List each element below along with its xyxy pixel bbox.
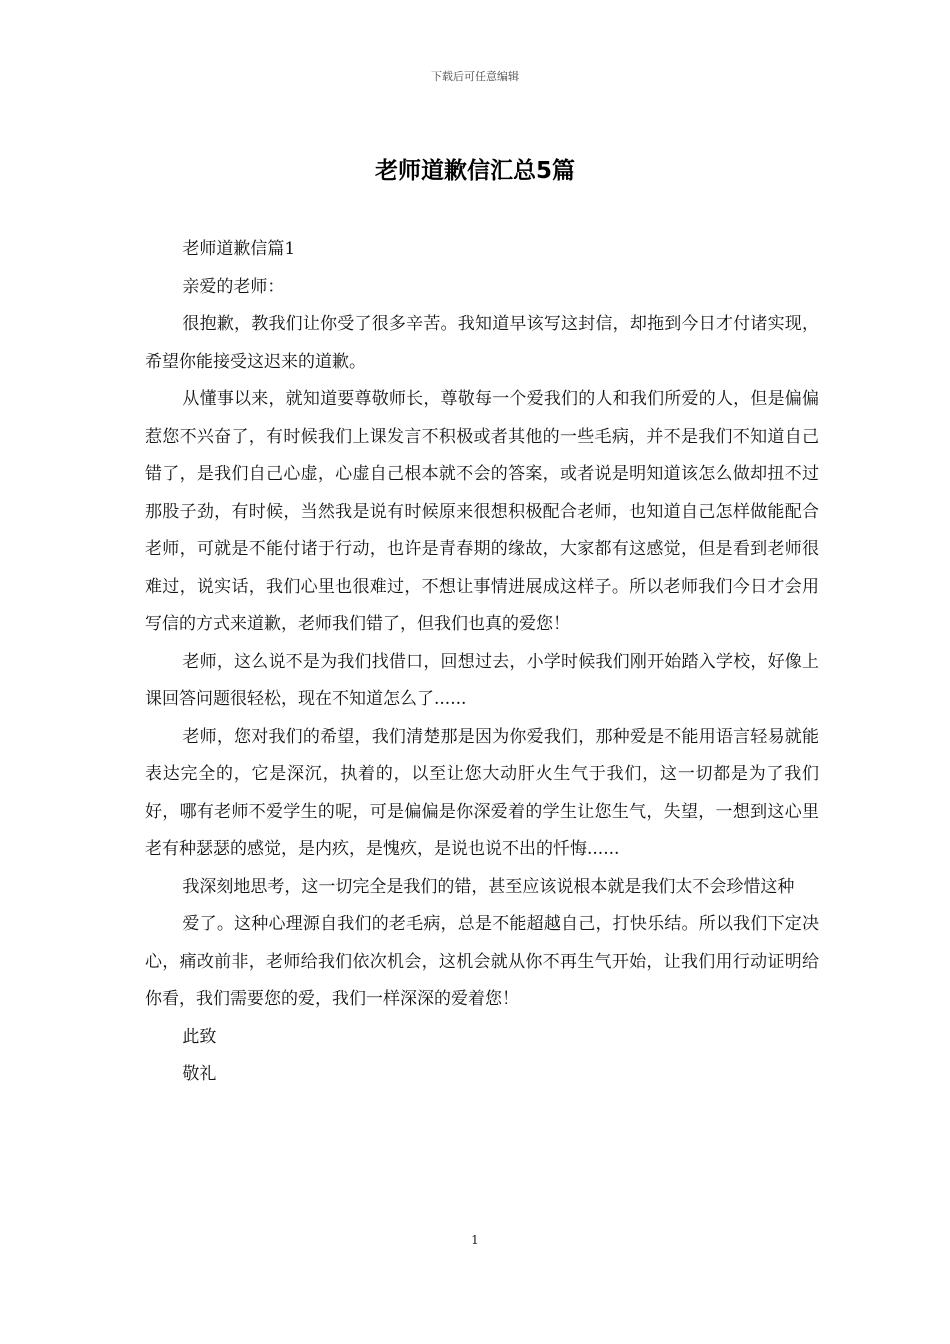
document-title: 老师道歉信汇总5篇 xyxy=(374,158,575,184)
salutation: 亲爱的老师： xyxy=(182,276,285,297)
page-number: 1 xyxy=(471,1233,479,1247)
document-body xyxy=(145,231,819,1094)
body-paragraph: 从懂事以来，就知道要尊敬师长，尊敬每一个爱我们的人和我们所爱的人，但是偏偏惹您不兴奋了，有时候我们上课发言不积极或者其他的一些毛病，并不是我们不知道自己错了，是我们自己心虚，心虚自己根本就不会的答案，或者说是明知道该怎么做却扭不过那股子劲，有时候，当然我是说有时候原来很想积极配合老师，也知道自己怎样做能配合老师，可就是不能付诸于行动，也许是青春期的缘故，大家都有这感觉，但是看到老师很难过，说实话，我们心里也很难过，不想让事情进展成这样子。所以老师我们今日才会用写信的方式来道歉，老师我们错了，但我们也真的爱您！ xyxy=(145,389,819,634)
body-paragraph: 很抱歉，教我们让你受了很多辛苦。我知道早该写这封信，却拖到今日才付诸实现，希望你能接受这迟来的道歉。 xyxy=(145,314,819,372)
section-heading: 老师道歉信篇1 xyxy=(182,239,296,259)
header-note: 下载后可任意编辑 xyxy=(431,70,519,83)
body-paragraph: 老师，您对我们的希望，我们清楚那是因为你爱我们，那种爱是不能用语言轻易就能表达完全的，它是深沉，执着的，以至让您大动肝火生气于我们，这一切都是为了我们好，哪有老师不爱学生的呢，可是偏偏是你深爱着的学生让您生气，失望，一想到这心里老有种瑟瑟的感觉，是内疚，是愧疚，是说也说不出的忏悔...... xyxy=(145,726,819,859)
body-paragraph: 我深刻地思考，这一切完全是我们的错，甚至应该说根本就是我们太不会珍惜这种 xyxy=(182,876,795,897)
body-paragraph: 爱了。这种心理源自我们的老毛病，总是不能超越自己，打快乐结。所以我们下定决心，痛改前非，老师给我们依次机会，这机会就从你不再生气开始，让我们用行动证明给你看，我们需要您的爱，我们一样深深的爱着您！ xyxy=(145,914,819,1009)
closing-phrase: 此致 xyxy=(182,1026,217,1047)
body-paragraph: 老师，这么说不是为我们找借口，回想过去，小学时候我们刚开始踏入学校，好像上课回答问题很轻松，现在不知道怎么了...... xyxy=(145,651,819,709)
closing-regards: 敬礼 xyxy=(182,1064,217,1084)
